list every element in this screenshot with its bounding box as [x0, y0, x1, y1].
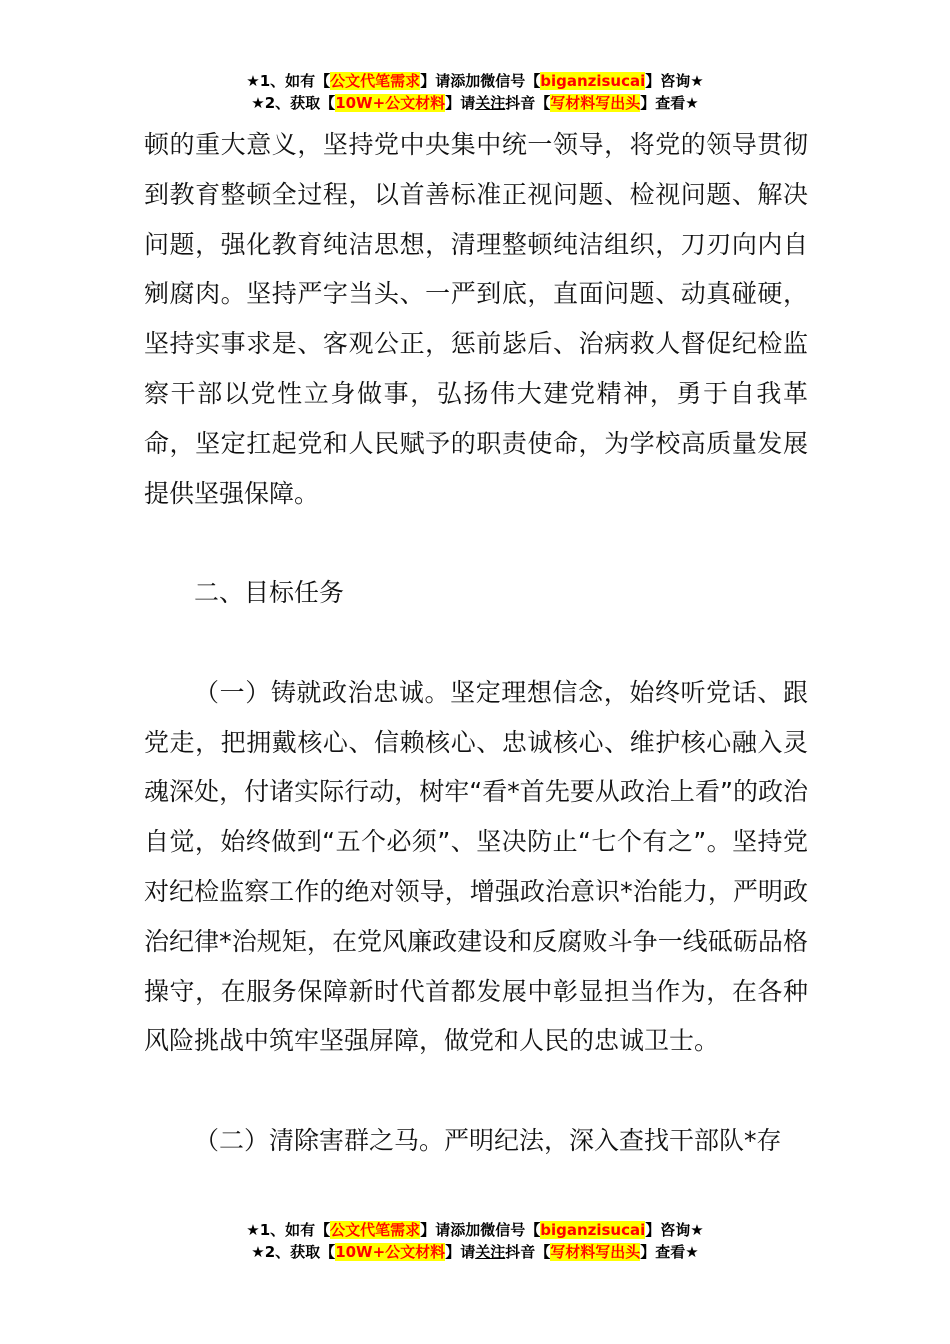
- body-paragraph: （一）铸就政治忠诚。坚定理想信念，始终听党话、跟党走，把拥戴核心、信赖核心、忠诚核心、维护核心融入灵魂深处，付诸实际行动，树牢“看*首先要从政治上看”的政治自觉，始终做到“五个必须”、坚决防止“七个有之”。坚持党对纪检监察工作的绝对领导，增强政治意识*治能力，严明政治纪律*治规矩，在党风廉政建设和反腐败斗争一线砥砺品格操守，在服务保障新时代首都发展中彰显担当作为，在各种风险挑战中筑牢坚强屏障，做党和人民的忠诚卫士。: [144, 677, 808, 1056]
- section-heading: 二、目标任务: [194, 578, 345, 608]
- banner-line-1: ★1、如有【公文代笔需求】请添加微信号【biganzisucai】咨询★: [246, 1221, 704, 1239]
- footer-banner: [0, 1219, 950, 1263]
- paragraph-spacer: [144, 1066, 808, 1116]
- banner-highlight: 写材料写出头: [550, 94, 641, 112]
- body-paragraph: （二）清除害群之马。严明纪法，深入查找干部队*存: [194, 1125, 782, 1155]
- paragraph-spacer: [144, 518, 808, 568]
- banner-highlight: 公文代笔需求: [330, 72, 421, 90]
- paragraph-spacer: [144, 618, 808, 668]
- banner-highlight: 10W+公文材料: [335, 1243, 446, 1261]
- banner-line-2: ★2、获取【10W+公文材料】请关注抖音【写材料写出头】查看★: [251, 1243, 699, 1261]
- document-body: [144, 120, 808, 1166]
- banner-underlined-text: 关注: [475, 1243, 506, 1261]
- banner-highlight: 写材料写出头: [550, 1243, 641, 1261]
- banner-highlight: biganzisucai: [540, 1221, 646, 1239]
- banner-highlight: 公文代笔需求: [330, 1221, 421, 1239]
- banner-line-1: ★1、如有【公文代笔需求】请添加微信号【biganzisucai】咨询★: [246, 72, 704, 90]
- banner-line-2: ★2、获取【10W+公文材料】请关注抖音【写材料写出头】查看★: [251, 94, 699, 112]
- body-paragraph: 顿的重大意义，坚持党中央集中统一领导，将党的领导贯彻到教育整顿全过程，以首善标准正视问题、检视问题、解决问题，强化教育纯洁思想，清理整顿纯洁组织，刀刃向内自剜腐肉。坚持严字当头、一严到底，直面问题、动真碰硬，坚持实事求是、客观公正，惩前毖后、治病救人督促纪检监察干部以党性立身做事，弘扬伟大建党精神，勇于自我革命，坚定扛起党和人民赋予的职责使命，为学校高质量发展提供坚强保障。: [144, 130, 808, 508]
- banner-highlight: biganzisucai: [540, 72, 646, 90]
- banner-highlight: 10W+公文材料: [335, 94, 446, 112]
- banner-underlined-text: 关注: [475, 94, 506, 112]
- header-banner: [0, 70, 950, 114]
